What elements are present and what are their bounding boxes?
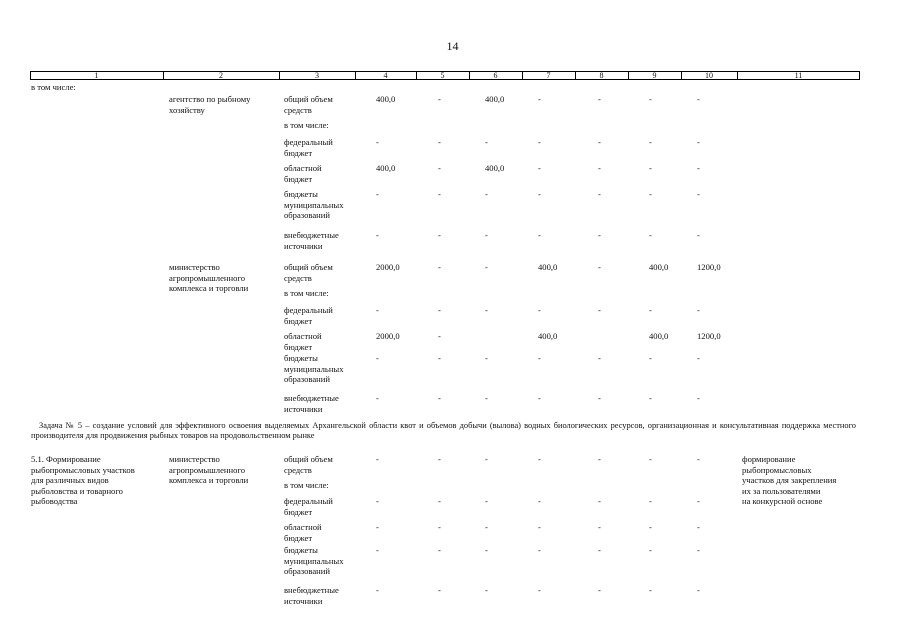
amount-cell: - — [485, 496, 488, 506]
amount-cell: - — [697, 305, 700, 315]
amount-cell: - — [538, 496, 541, 506]
amount-cell: - — [438, 522, 441, 532]
header-cell: 2 — [219, 71, 223, 80]
header-cell: 9 — [652, 71, 657, 80]
intro-label: в том числе: — [31, 82, 76, 92]
amount-cell: - — [485, 454, 488, 464]
amount-cell: - — [649, 585, 652, 595]
amount-cell: - — [438, 585, 441, 595]
amount-cell: - — [697, 94, 700, 104]
amount-cell: 1200,0 — [697, 262, 721, 272]
amount-cell: - — [376, 545, 379, 555]
amount-cell: - — [538, 545, 541, 555]
funding-source-label: областной бюджет — [284, 331, 322, 352]
amount-cell: - — [598, 137, 601, 147]
funding-source-label: бюджеты муниципальных образований — [284, 545, 344, 576]
amount-cell: - — [649, 353, 652, 363]
amount-cell: - — [598, 163, 601, 173]
amount-cell: - — [598, 262, 601, 272]
amount-cell: - — [697, 496, 700, 506]
amount-cell: - — [649, 163, 652, 173]
amount-cell: - — [485, 189, 488, 199]
amount-cell: - — [598, 454, 601, 464]
amount-cell: 400,0 — [485, 94, 505, 104]
executor-name: министерство агропромышленного комплекса и торговли — [169, 454, 249, 485]
funding-source-label: бюджеты муниципальных образований — [284, 189, 344, 220]
amount-cell: - — [598, 545, 601, 555]
amount-cell: - — [697, 393, 700, 403]
amount-cell: - — [649, 522, 652, 532]
amount-cell: - — [376, 230, 379, 240]
amount-cell: - — [376, 454, 379, 464]
header-cell: 10 — [705, 71, 713, 80]
amount-cell: - — [598, 353, 601, 363]
amount-cell: - — [538, 137, 541, 147]
amount-cell: - — [598, 496, 601, 506]
measure-name: 5.1. Формирование рыбопромысловых участков для различных видов рыболовства и товарного рыбоводства — [31, 454, 135, 506]
amount-cell: 400,0 — [376, 94, 396, 104]
amount-cell: - — [649, 94, 652, 104]
executor-name: министерство агропромышленного комплекса и торговли — [169, 262, 249, 293]
funding-source-label: общий объем средств — [284, 262, 333, 283]
header-cell: 1 — [94, 71, 99, 80]
amount-cell: - — [538, 189, 541, 199]
amount-cell: - — [697, 230, 700, 240]
amount-cell: 2000,0 — [376, 262, 400, 272]
amount-cell: - — [697, 545, 700, 555]
funding-source-label: общий объем средств — [284, 94, 333, 115]
amount-cell: - — [376, 585, 379, 595]
amount-cell: - — [598, 522, 601, 532]
amount-cell: - — [438, 163, 441, 173]
amount-cell: - — [485, 545, 488, 555]
amount-cell: - — [438, 496, 441, 506]
amount-cell: - — [438, 305, 441, 315]
amount-cell: - — [376, 305, 379, 315]
amount-cell: - — [438, 230, 441, 240]
amount-cell: 1200,0 — [697, 331, 721, 341]
amount-cell: - — [598, 189, 601, 199]
amount-cell: 2000,0 — [376, 331, 400, 341]
funding-source-label: федеральный бюджет — [284, 496, 333, 517]
amount-cell: - — [485, 393, 488, 403]
amount-cell: - — [697, 353, 700, 363]
amount-cell: - — [697, 137, 700, 147]
amount-cell: 400,0 — [538, 331, 558, 341]
header-cell: 5 — [440, 71, 445, 80]
amount-cell: - — [649, 393, 652, 403]
amount-cell: - — [598, 585, 601, 595]
amount-cell: - — [438, 393, 441, 403]
amount-cell: - — [649, 496, 652, 506]
amount-cell: - — [538, 393, 541, 403]
amount-cell: - — [538, 305, 541, 315]
amount-cell: - — [376, 522, 379, 532]
funding-source-label: областной бюджет — [284, 163, 322, 184]
amount-cell: - — [649, 137, 652, 147]
amount-cell: - — [438, 94, 441, 104]
amount-cell: - — [438, 454, 441, 464]
amount-cell: - — [438, 262, 441, 272]
amount-cell: - — [538, 522, 541, 532]
amount-cell: - — [697, 454, 700, 464]
amount-cell: 400,0 — [649, 331, 669, 341]
funding-source-label: внебюджетные источники — [284, 393, 339, 414]
amount-cell: - — [485, 522, 488, 532]
amount-cell: - — [485, 585, 488, 595]
amount-cell: - — [485, 230, 488, 240]
header-cell: 4 — [383, 71, 388, 80]
funding-source-label: областной бюджет — [284, 522, 322, 543]
funding-source-label: в том числе: — [284, 288, 329, 298]
header-cell: 3 — [315, 71, 319, 80]
funding-source-label: федеральный бюджет — [284, 305, 333, 326]
header-cell: 6 — [493, 71, 498, 80]
header-cell: 11 — [794, 71, 803, 80]
funding-source-label: внебюджетные источники — [284, 585, 339, 606]
header-cell: 8 — [599, 71, 604, 80]
funding-source-label: в том числе: — [284, 480, 329, 490]
amount-cell: - — [649, 189, 652, 199]
amount-cell: - — [485, 262, 488, 272]
executor-name: агентство по рыбному хозяйству — [169, 94, 251, 115]
amount-cell: 400,0 — [376, 163, 396, 173]
amount-cell: - — [538, 353, 541, 363]
amount-cell: - — [538, 454, 541, 464]
amount-cell: - — [538, 585, 541, 595]
amount-cell: - — [598, 393, 601, 403]
amount-cell: - — [485, 353, 488, 363]
amount-cell: - — [649, 454, 652, 464]
amount-cell: - — [376, 353, 379, 363]
amount-cell: - — [438, 189, 441, 199]
amount-cell: 400,0 — [649, 262, 669, 272]
amount-cell: - — [438, 545, 441, 555]
amount-cell: - — [376, 189, 379, 199]
amount-cell: - — [438, 331, 441, 341]
amount-cell: - — [697, 163, 700, 173]
amount-cell: 400,0 — [538, 262, 558, 272]
funding-source-label: в том числе: — [284, 120, 329, 130]
amount-cell: - — [649, 305, 652, 315]
funding-source-label: внебюджетные источники — [284, 230, 339, 251]
amount-cell: - — [376, 137, 379, 147]
header-cell: 7 — [546, 71, 551, 80]
amount-cell: - — [438, 353, 441, 363]
amount-cell: - — [538, 163, 541, 173]
amount-cell: - — [598, 230, 601, 240]
amount-cell: - — [538, 94, 541, 104]
page-number: 14 — [446, 39, 459, 53]
amount-cell: - — [538, 230, 541, 240]
funding-source-label: бюджеты муниципальных образований — [284, 353, 344, 384]
amount-cell: - — [697, 585, 700, 595]
amount-cell: - — [598, 94, 601, 104]
amount-cell: - — [485, 305, 488, 315]
amount-cell: - — [649, 230, 652, 240]
amount-cell: - — [485, 137, 488, 147]
task-5-heading: Задача № 5 – создание условий для эффективного освоения выделяемых Архангельской области квот и объемов добычи (вылова) водных биологических ресурсов, организационная и консультативная поддержка местного производителя для продвижения рыбных товаров на продовольственном рынке — [31, 421, 856, 440]
amount-cell: - — [697, 522, 700, 532]
funding-source-label: федеральный бюджет — [284, 137, 333, 158]
amount-cell: - — [697, 189, 700, 199]
amount-cell: - — [376, 393, 379, 403]
amount-cell: - — [376, 496, 379, 506]
expected-result: формирование рыбопромысловых участков для закрепления их за пользователями на конкурсной основе — [742, 454, 837, 506]
amount-cell: - — [649, 545, 652, 555]
amount-cell: - — [438, 137, 441, 147]
amount-cell: - — [598, 305, 601, 315]
funding-source-label: общий объем средств — [284, 454, 333, 475]
amount-cell: 400,0 — [485, 163, 505, 173]
